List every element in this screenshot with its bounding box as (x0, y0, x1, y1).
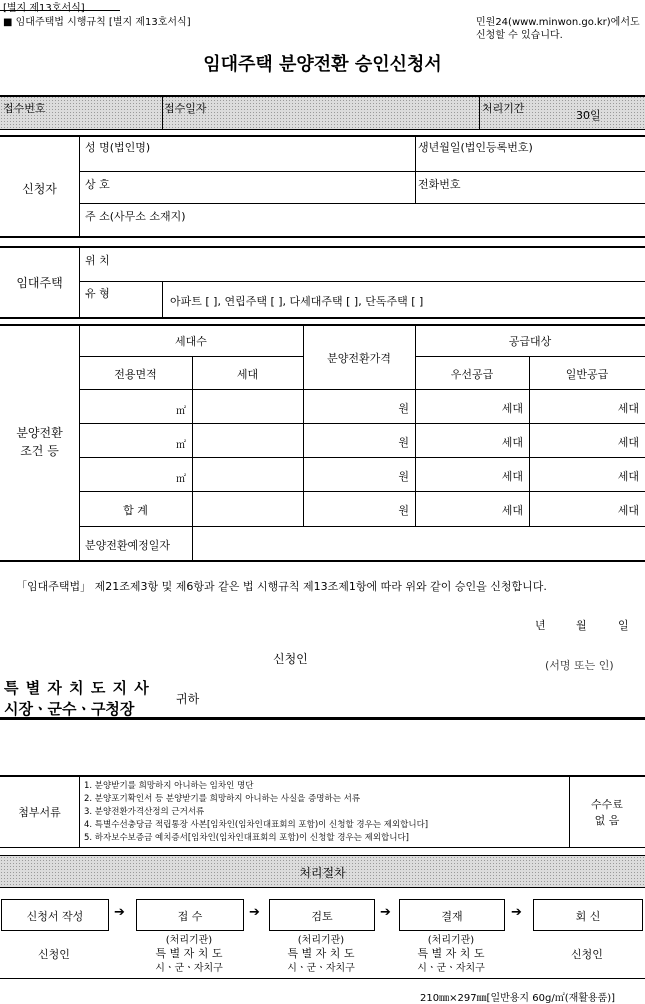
actor-agency-line2: 시ㆍ군ㆍ자치구 (287, 963, 355, 974)
price-unit[interactable]: 원 (398, 470, 409, 483)
step-application (1, 899, 109, 931)
actor-agency-line1: 특 별 자 치 도 (155, 947, 223, 960)
arrow-icon: ➔ (249, 905, 260, 920)
paper-spec-footer: 210㎜×297㎜[일반용지 60g/㎡(재활용품)] (420, 993, 616, 1004)
processing-period-value: 30일 (576, 109, 601, 122)
step-label: 회 신 (575, 910, 601, 923)
receipt-number-label: 접수번호 (3, 102, 46, 115)
actor-agency-line2: 시ㆍ군ㆍ자치구 (155, 963, 223, 974)
price-header: 분양전환가격 (327, 352, 391, 365)
priority-unit[interactable]: 세대 (501, 470, 523, 483)
housing-section-label: 임대주택 (16, 276, 63, 290)
priority-supply-header: 우선공급 (450, 368, 494, 381)
price-unit[interactable]: 원 (398, 436, 409, 449)
household-count-header: 세대 (236, 368, 259, 381)
processing-period-label: 처리기간 (482, 102, 525, 115)
supply-header: 공급대상 (508, 335, 552, 348)
attachment-item: 2. 분양포기확인서 등 분양받기를 희망하지 아니하는 사실을 증명하는 서류 (84, 794, 361, 804)
actor-agency-note: (처리기관) (165, 935, 213, 946)
date-year[interactable]: 년 (535, 619, 546, 632)
page-title: 임대주택 분양전환 승인신청서 (203, 54, 442, 75)
conditions-section-label-line2: 조건 등 (20, 444, 59, 458)
online-notice-line2: 신청할 수 있습니다. (476, 30, 563, 41)
households-header: 세대수 (175, 335, 207, 348)
receipt-date-label: 접수일자 (164, 102, 207, 115)
attachment-item: 1. 분양받기를 희망하지 아니하는 임차인 명단 (84, 781, 254, 791)
general-supply-header: 일반공급 (565, 368, 609, 381)
actor-agency-line1: 특 별 자 치 도 (287, 947, 355, 960)
general-unit[interactable]: 세대 (617, 470, 639, 483)
step-approval (399, 899, 505, 931)
total-label: 합 계 (123, 504, 148, 517)
priority-unit[interactable]: 세대 (501, 436, 523, 449)
actor-applicant: 신청인 (38, 948, 70, 961)
step-receipt (136, 899, 244, 931)
application-statement: 「임대주택법」 제21조제3항 및 제6항과 같은 법 시행규칙 제13조제1항에 따라 위와 같이 승인을 신청합니다. (16, 580, 547, 593)
arrow-icon: ➔ (511, 905, 522, 920)
area-unit[interactable]: ㎡ (176, 474, 186, 485)
applicant-phone-field[interactable]: 전화번호 (418, 178, 461, 191)
applicant-name-field[interactable]: 성 명(법인명) (85, 141, 151, 154)
online-notice-line1: 민원24(www.minwon.go.kr)에서도 (476, 17, 640, 28)
receipt-row (0, 96, 645, 129)
form-tag: [별지 제13호서식] (3, 3, 85, 14)
general-unit[interactable]: 세대 (617, 436, 639, 449)
date-month[interactable]: 월 (576, 619, 587, 632)
area-header: 전용면적 (114, 368, 157, 381)
total-general-unit[interactable]: 세대 (617, 504, 639, 517)
step-label: 신청서 작성 (26, 910, 84, 923)
applicant-trade-name-field[interactable]: 상 호 (85, 178, 110, 191)
housing-type-options[interactable]: 아파트 [ ], 연립주택 [ ], 다세대주택 [ ], 단독주택 [ ] (170, 295, 424, 308)
signer-label: 신청인 (273, 652, 308, 666)
attachment-item: 5. 하자보수보증금 예치증서[임차인(임차인대표회의 포함)이 신청할 경우는 제외합니다] (84, 833, 409, 843)
housing-type-label: 유 형 (85, 287, 110, 300)
total-priority-unit[interactable]: 세대 (501, 504, 523, 517)
step-label: 접 수 (177, 910, 203, 923)
actor-agency-line1: 특 별 자 치 도 (417, 947, 485, 960)
law-reference: ■ 임대주택법 시행규칙 [별지 제13호서식] (3, 17, 191, 28)
attachments-label: 첨부서류 (18, 806, 61, 819)
step-review (269, 899, 375, 931)
total-price-unit[interactable]: 원 (398, 504, 409, 517)
addressee-honorific: 귀하 (176, 692, 200, 706)
fee-value: 없 음 (594, 814, 620, 827)
planned-date-field[interactable] (193, 527, 645, 560)
arrow-icon: ➔ (380, 905, 391, 920)
attachment-item: 4. 특별수선충당금 적립통장 사본[임차인(임차인대표회의 포함)이 신청할 경우는 제외합니다] (84, 820, 429, 830)
actor-applicant-reply: 신청인 (571, 948, 603, 961)
signature-note[interactable]: (서명 또는 인) (545, 659, 614, 672)
procedure-title: 처리절차 (299, 866, 346, 880)
priority-unit[interactable]: 세대 (501, 402, 523, 415)
addressee-line1: 특 별 자 치 도 지 사 (4, 679, 150, 697)
actor-agency-line2: 시ㆍ군ㆍ자치구 (417, 963, 485, 974)
step-label: 결재 (441, 910, 463, 923)
planned-date-label: 분양전환예정일자 (85, 539, 171, 552)
arrow-icon: ➔ (114, 905, 125, 920)
housing-location-field[interactable]: 위 치 (85, 254, 110, 267)
actor-agency-note: (처리기관) (427, 935, 475, 946)
attachment-item: 3. 분양전환가격산정의 근거서류 (84, 807, 205, 817)
actor-agency-note: (처리기관) (297, 935, 345, 946)
step-label: 검토 (311, 910, 333, 923)
applicant-section-label: 신청자 (22, 182, 57, 196)
date-day[interactable]: 일 (618, 619, 629, 632)
price-unit[interactable]: 원 (398, 402, 409, 415)
step-reply (533, 899, 643, 931)
area-unit[interactable]: ㎡ (176, 406, 186, 417)
applicant-birth-field[interactable]: 생년월일(법인등록번호) (418, 141, 533, 154)
conditions-section-label-line1: 분양전환 (16, 426, 63, 440)
addressee-line2: 시장ㆍ군수ㆍ구청장 (4, 700, 135, 718)
general-unit[interactable]: 세대 (617, 402, 639, 415)
fee-label: 수수료 (591, 798, 623, 811)
area-unit[interactable]: ㎡ (176, 440, 186, 451)
applicant-address-field[interactable]: 주 소(사무소 소재지) (85, 210, 186, 223)
